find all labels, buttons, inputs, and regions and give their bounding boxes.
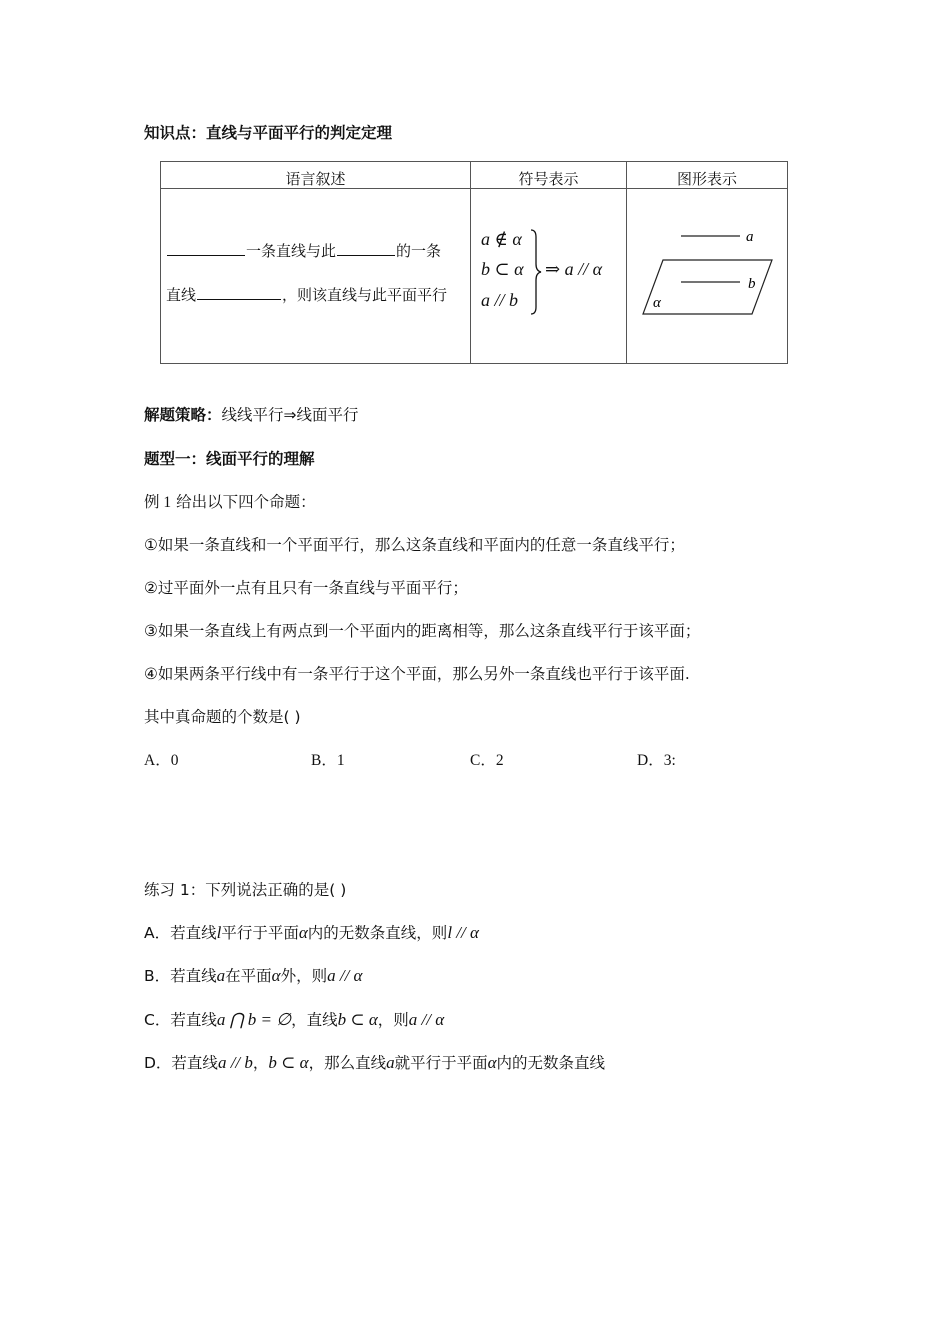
fill-blank-3[interactable] xyxy=(197,298,281,300)
language-line-2 xyxy=(166,284,447,305)
practice1-question-text: 下列说法正确的是( ) xyxy=(205,881,347,899)
example1-option-b[interactable]: B．1 xyxy=(311,752,345,769)
opt-a-var-alpha: α xyxy=(298,923,308,942)
example1-item-2: ②过平面外一点有且只有一条直线与平面平行； xyxy=(144,579,468,597)
table-header-symbol: 符号表示 xyxy=(518,170,579,188)
practice1-option-b[interactable] xyxy=(144,964,362,986)
table-header-language: 语言叙述 xyxy=(285,170,346,188)
example1-label: 例 1 xyxy=(144,494,172,511)
language-line-1 xyxy=(166,240,441,261)
opt-c-mid2: ，则 xyxy=(377,1011,409,1029)
language-text-2b: ，则该直线与此平面平行 xyxy=(282,286,448,304)
example1-intro-text: 给出以下四个命题： xyxy=(176,493,316,511)
opt-a-suffix: 内的无数条直线，则 xyxy=(307,924,448,942)
example1-option-d[interactable]: D．3: xyxy=(637,752,676,769)
strategy-line xyxy=(144,403,359,425)
symbol-condition-1: a ∉ α xyxy=(481,229,522,249)
opt-a-prefix: A．若直线 xyxy=(144,924,217,942)
opt-d-var-a: a xyxy=(386,1053,395,1072)
section-heading xyxy=(144,121,392,143)
strategy-text: 线线平行⇒线面平行 xyxy=(221,406,359,424)
opt-a-var-l: l xyxy=(216,923,222,942)
opt-c-expr3: a // α xyxy=(408,1010,445,1029)
symbol-condition-3: a // b xyxy=(481,290,519,310)
opt-d-prefix: D．若直线 xyxy=(144,1054,218,1072)
language-text-2a: 直线 xyxy=(166,286,197,304)
example1-option-c[interactable]: C．2 xyxy=(470,752,504,769)
opt-c-prefix: C．若直线 xyxy=(144,1011,217,1029)
section-label: 知识点： xyxy=(144,124,207,142)
practice1-option-c[interactable] xyxy=(144,1008,444,1030)
opt-b-expr: a // α xyxy=(327,966,363,985)
opt-d-expr1: a // b xyxy=(217,1053,253,1072)
example1-item-4: ④如果两条平行线中有一条平行于这个平面，那么另外一条直线也平行于该平面. xyxy=(144,665,690,683)
strategy-label: 解题策略： xyxy=(144,406,222,424)
table-header-figure: 图形表示 xyxy=(676,170,737,188)
type1-title: 线面平行的理解 xyxy=(206,450,315,468)
opt-b-suffix: 外，则 xyxy=(280,967,328,985)
opt-c-mid: ，直线 xyxy=(291,1011,338,1029)
example1-item-3: ③如果一条直线上有两点到一个平面内的距离相等，那么这条直线平行于该平面； xyxy=(144,622,701,640)
parallel-figure xyxy=(627,189,787,363)
language-text-1b: 的一条 xyxy=(396,242,442,260)
language-text-1a: 一条直线与此 xyxy=(246,242,337,260)
opt-d-mid2: 就平行于平面 xyxy=(394,1054,488,1072)
label-alpha: α xyxy=(653,295,661,311)
fill-blank-1[interactable] xyxy=(167,254,245,256)
opt-b-var-alpha: α xyxy=(271,966,281,985)
opt-b-var-a: a xyxy=(216,966,226,985)
opt-d-suffix: 内的无数条直线 xyxy=(496,1054,606,1072)
opt-d-var-alpha: α xyxy=(487,1053,497,1072)
opt-b-prefix: B．若直线 xyxy=(144,967,217,985)
practice1-question xyxy=(144,878,346,900)
type1-heading xyxy=(144,447,315,469)
label-b: b xyxy=(748,276,756,292)
opt-a-mid: 平行于平面 xyxy=(221,924,299,942)
theorem-table xyxy=(160,161,788,364)
symbol-condition-2: b ⊂ α xyxy=(481,259,524,279)
practice1-option-a[interactable] xyxy=(144,921,479,943)
example1-question: 其中真命题的个数是( ) xyxy=(144,708,301,726)
type1-label: 题型一： xyxy=(144,450,207,468)
opt-c-expr2: b ⊂ α xyxy=(337,1010,378,1029)
opt-d-mid: ，那么直线 xyxy=(308,1054,387,1072)
opt-c-expr1: a ⋂ b = ∅ xyxy=(216,1010,292,1029)
symbol-result: ⇒ a // α xyxy=(545,259,603,279)
opt-b-mid: 在平面 xyxy=(225,967,272,985)
label-a: a xyxy=(746,229,754,245)
example1-option-a[interactable]: A．0 xyxy=(144,752,179,769)
section-title: 直线与平面平行的判定定理 xyxy=(206,124,393,142)
fill-blank-2[interactable] xyxy=(337,254,395,256)
opt-d-expr2: b ⊂ α xyxy=(268,1053,309,1072)
opt-d-sep: ， xyxy=(252,1054,269,1072)
right-brace-icon xyxy=(529,228,543,316)
practice1-label: 练习 1： xyxy=(144,881,206,899)
example1-intro xyxy=(144,490,316,512)
opt-a-expr: l // α xyxy=(447,923,479,942)
practice1-option-d[interactable] xyxy=(144,1051,605,1073)
table-col-divider-1 xyxy=(470,162,471,363)
example1-item-1: ①如果一条直线和一个平面平行，那么这条直线和平面内的任意一条直线平行； xyxy=(144,536,685,554)
